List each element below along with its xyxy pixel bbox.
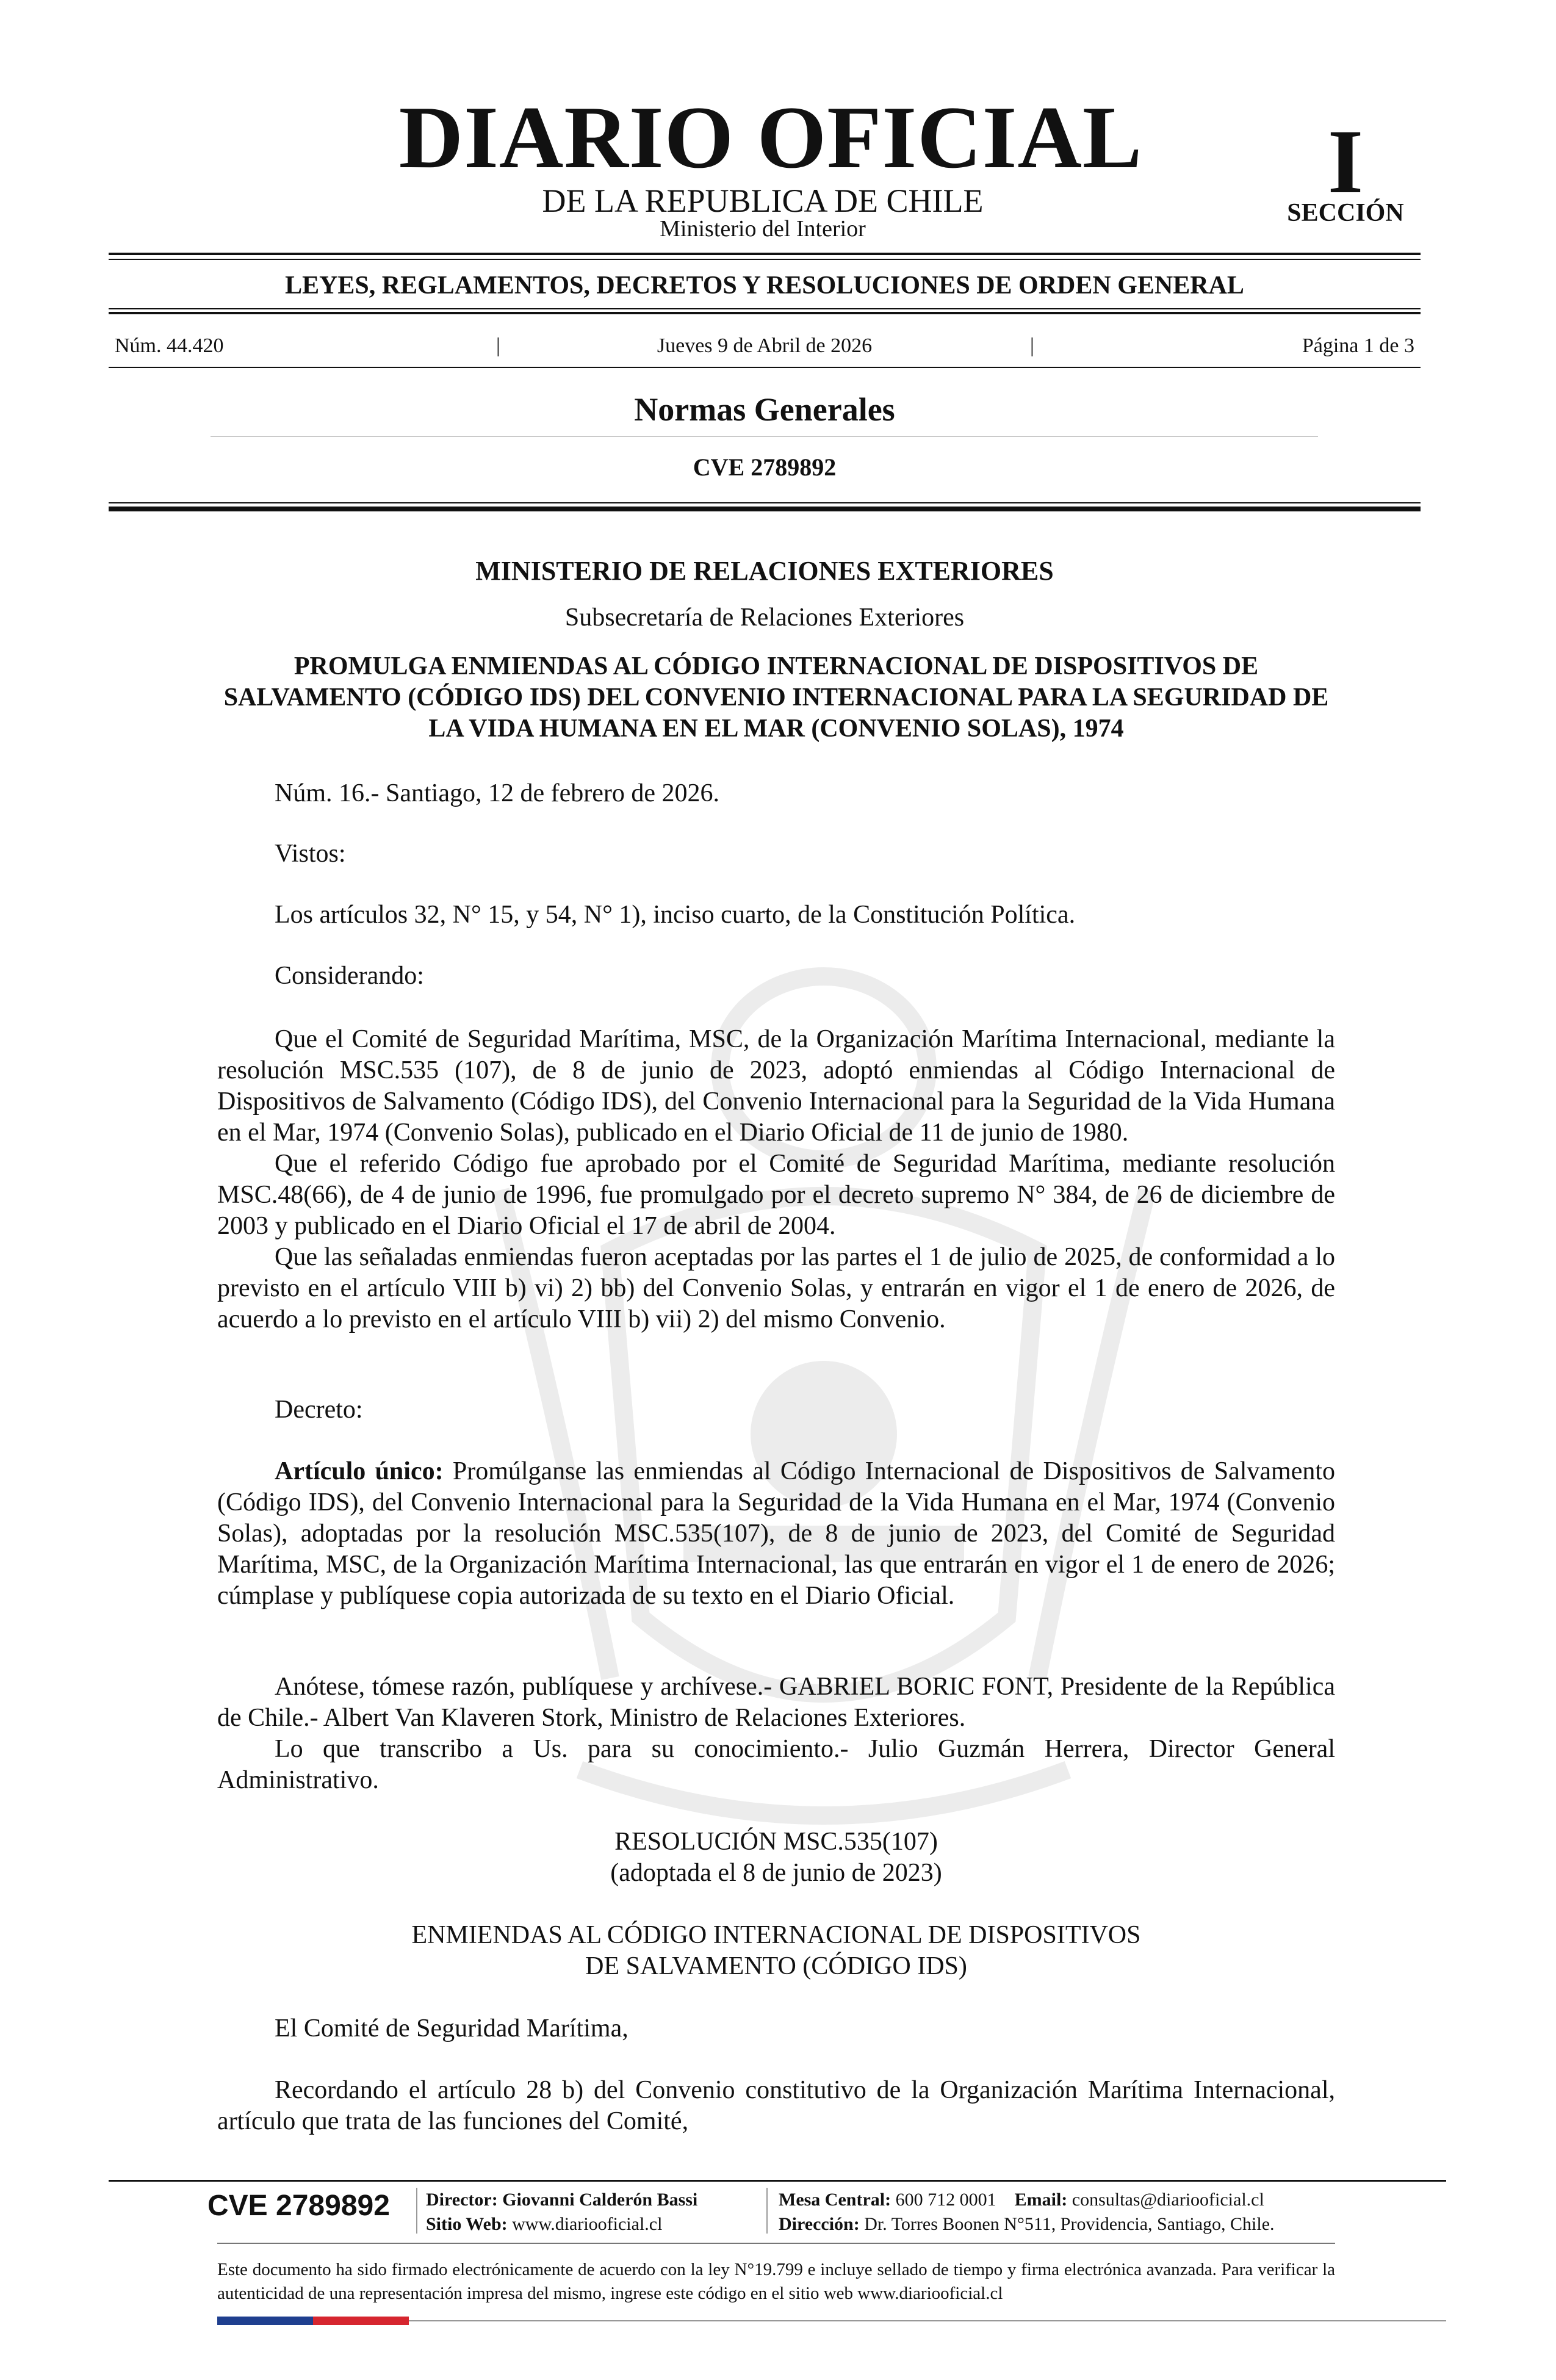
- footer-cve: CVE 2789892: [207, 2190, 390, 2222]
- footer-rule-bottom: [409, 2320, 1446, 2321]
- footer-divider: [416, 2188, 417, 2234]
- considerando-label: Considerando:: [275, 962, 424, 990]
- footer-contact-block: [779, 2188, 1275, 2237]
- flag-red-segment: [313, 2317, 409, 2325]
- director-label: Director:: [426, 2190, 498, 2210]
- considerando-2: Que el referido Código fue aprobado por el Comité de Seguridad Marítima, mediante resolución MSC.48(66), de 4 de junio de 1996, fue promulgado por el decreto supremo N° 384, de 26 de diciembre de 2003 y publicado en el Diario Oficial el 17 de abril de 2004.: [217, 1150, 1335, 1240]
- enmiendas-title-2: DE SALVAMENTO (CÓDIGO IDS): [585, 1952, 967, 1980]
- vistos-text: Los artículos 32, N° 15, y 54, N° 1), inciso cuarto, de la Constitución Política.: [275, 901, 1076, 929]
- newspaper-ministry: Ministerio del Interior: [660, 216, 866, 242]
- considerando-1: Que el Comité de Seguridad Marítima, MSC, de la Organización Marítima Internacional, mediante la resolución MSC.535 (107), de 8 de junio de 2023, adoptó enmiendas al Código Internacional de Dispositivos de Salvamento (Código IDS), del Convenio Internacional para la Seguridad de la Vida Humana en el Mar, 1974 (Convenio Solas), publicado en el Diario Oficial de 11 de junio de 1980.: [217, 1025, 1335, 1147]
- issue-separator: |: [1030, 334, 1034, 357]
- articulo-text: Promúlganse las enmiendas al Código Internacional de Dispositivos de Salvamento (Código IDS), del Convenio Internacional para la Seguridad de la Vida Humana en el Mar, 1974 (Convenio Solas), adoptadas por la resolución MSC.535(107), de 8 de junio de 2023, del Comité de Seguridad Marítima, MSC, de la Organización Marítima Internacional, las que entrarán en vigor el 1 de enero de 2026; cúmplase y publíquese copia autorizada de su texto en el Diario Oficial.: [217, 1457, 1336, 1610]
- cve-rule-1: [109, 502, 1421, 503]
- issue-date: Jueves 9 de Abril de 2026: [657, 334, 873, 357]
- anotese-text: Anótese, tómese razón, publíquese y archívese.- GABRIEL BORIC FONT, Presidente de la República de Chile.- Albert Van Klaveren Stork, Ministro de Relaciones Exteriores.: [217, 1673, 1335, 1732]
- footer-disclaimer: Este documento ha sido firmado electrónicamente de acuerdo con la ley N°19.799 e incluye sellado de tiempo y firma electrónica avanzada. Para verificar la autenticidad de una representación impresa del mismo, ingrese este código en el sitio web www.diariooficial.cl: [217, 2260, 1335, 2303]
- resolucion-heading: [217, 1826, 1335, 1889]
- transcribo-text: Lo que transcribo a Us. para su conocimiento.- Julio Guzmán Herrera, Director General Administrativo.: [217, 1735, 1335, 1794]
- chile-flag-bar: [217, 2317, 409, 2325]
- banner-rule-1: [109, 308, 1421, 309]
- closing-paragraphs: [217, 1671, 1335, 1796]
- articulo-label: Artículo único:: [275, 1457, 444, 1485]
- enmiendas-title-1: ENMIENDAS AL CÓDIGO INTERNACIONAL DE DISPOSITIVOS: [411, 1921, 1141, 1949]
- mesa-value: 600 712 0001: [895, 2190, 996, 2210]
- issue-page: Página 1 de 3: [1302, 334, 1414, 357]
- considerando-paragraphs: [217, 1024, 1335, 1335]
- web-link[interactable]: www.diariooficial.cl: [512, 2214, 663, 2234]
- mesa-label: Mesa Central:: [779, 2190, 891, 2210]
- vistos-label: Vistos:: [275, 840, 346, 868]
- cve-rule-2: [109, 507, 1421, 511]
- direccion-label: Dirección:: [779, 2214, 860, 2234]
- section-label: SECCIÓN: [1287, 199, 1404, 227]
- section-title: Normas Generales: [634, 391, 895, 428]
- issue-rule: [109, 367, 1421, 368]
- director-name: Giovanni Calderón Bassi: [502, 2190, 698, 2210]
- recordando-text: Recordando el artículo 28 b) del Convenio constitutivo de la Organización Marítima Internacional, artículo que trata de las funciones del Comité,: [217, 2076, 1335, 2135]
- email-label: Email:: [1014, 2190, 1068, 2210]
- section-title-rule: [211, 436, 1318, 437]
- decreto-label: Decreto:: [275, 1396, 363, 1424]
- considerando-3: Que las señaladas enmiendas fueron aceptadas por las partes el 1 de julio de 2025, de conformidad a lo previsto en el artículo VIII b) vi) 2) bb) del Convenio Solas, y entrarán en vigor el 1 de enero de 2026, de acuerdo a lo previsto en el artículo VIII b) vii) 2) del mismo Convenio.: [217, 1243, 1335, 1333]
- issue-info-row: [109, 333, 1421, 359]
- footer-director-block: [426, 2188, 697, 2237]
- header-rule-2: [109, 259, 1421, 260]
- section-number: I: [1327, 111, 1364, 212]
- footer-rule-top: [109, 2180, 1446, 2182]
- direccion-value: Dr. Torres Boonen N°511, Providencia, Santiago, Chile.: [864, 2214, 1275, 2234]
- footer-divider: [766, 2188, 768, 2234]
- email-link[interactable]: consultas@diariooficial.cl: [1072, 2190, 1264, 2210]
- articulo-unico: [217, 1456, 1335, 1612]
- resolucion-title: RESOLUCIÓN MSC.535(107): [614, 1828, 938, 1856]
- banner-leyes: LEYES, REGLAMENTOS, DECRETOS Y RESOLUCIONES DE ORDEN GENERAL: [285, 272, 1244, 300]
- header-rule-1: [109, 253, 1421, 255]
- banner-rule-2: [109, 312, 1421, 314]
- document-title: PROMULGA ENMIENDAS AL CÓDIGO INTERNACIONAL DE DISPOSITIVOS DE SALVAMENTO (CÓDIGO IDS) DEL CONVENIO INTERNACIONAL PARA LA SEGURIDAD DE LA VIDA HUMANA EN EL MAR (CONVENIO SOLAS), 1974: [223, 652, 1329, 743]
- enmiendas-heading: [217, 1920, 1335, 1982]
- footer-rule-mid: [217, 2243, 1335, 2244]
- web-label: Sitio Web:: [426, 2214, 508, 2234]
- comite-text: El Comité de Seguridad Marítima,: [275, 2014, 629, 2043]
- resolucion-date: (adoptada el 8 de junio de 2023): [610, 1859, 942, 1887]
- subsecretaria: Subsecretaría de Relaciones Exteriores: [564, 604, 965, 632]
- newspaper-subtitle: DE LA REPUBLICA DE CHILE: [542, 182, 984, 219]
- ministry-heading: MINISTERIO DE RELACIONES EXTERIORES: [475, 556, 1054, 586]
- decree-number: Núm. 16.- Santiago, 12 de febrero de 2026.: [275, 779, 719, 807]
- flag-blue-segment: [217, 2317, 313, 2325]
- issue-number: Núm. 44.420: [115, 334, 224, 357]
- cve-code: CVE 2789892: [693, 453, 837, 481]
- issue-separator: |: [496, 334, 500, 357]
- newspaper-title: DIARIO OFICIAL: [398, 88, 1143, 187]
